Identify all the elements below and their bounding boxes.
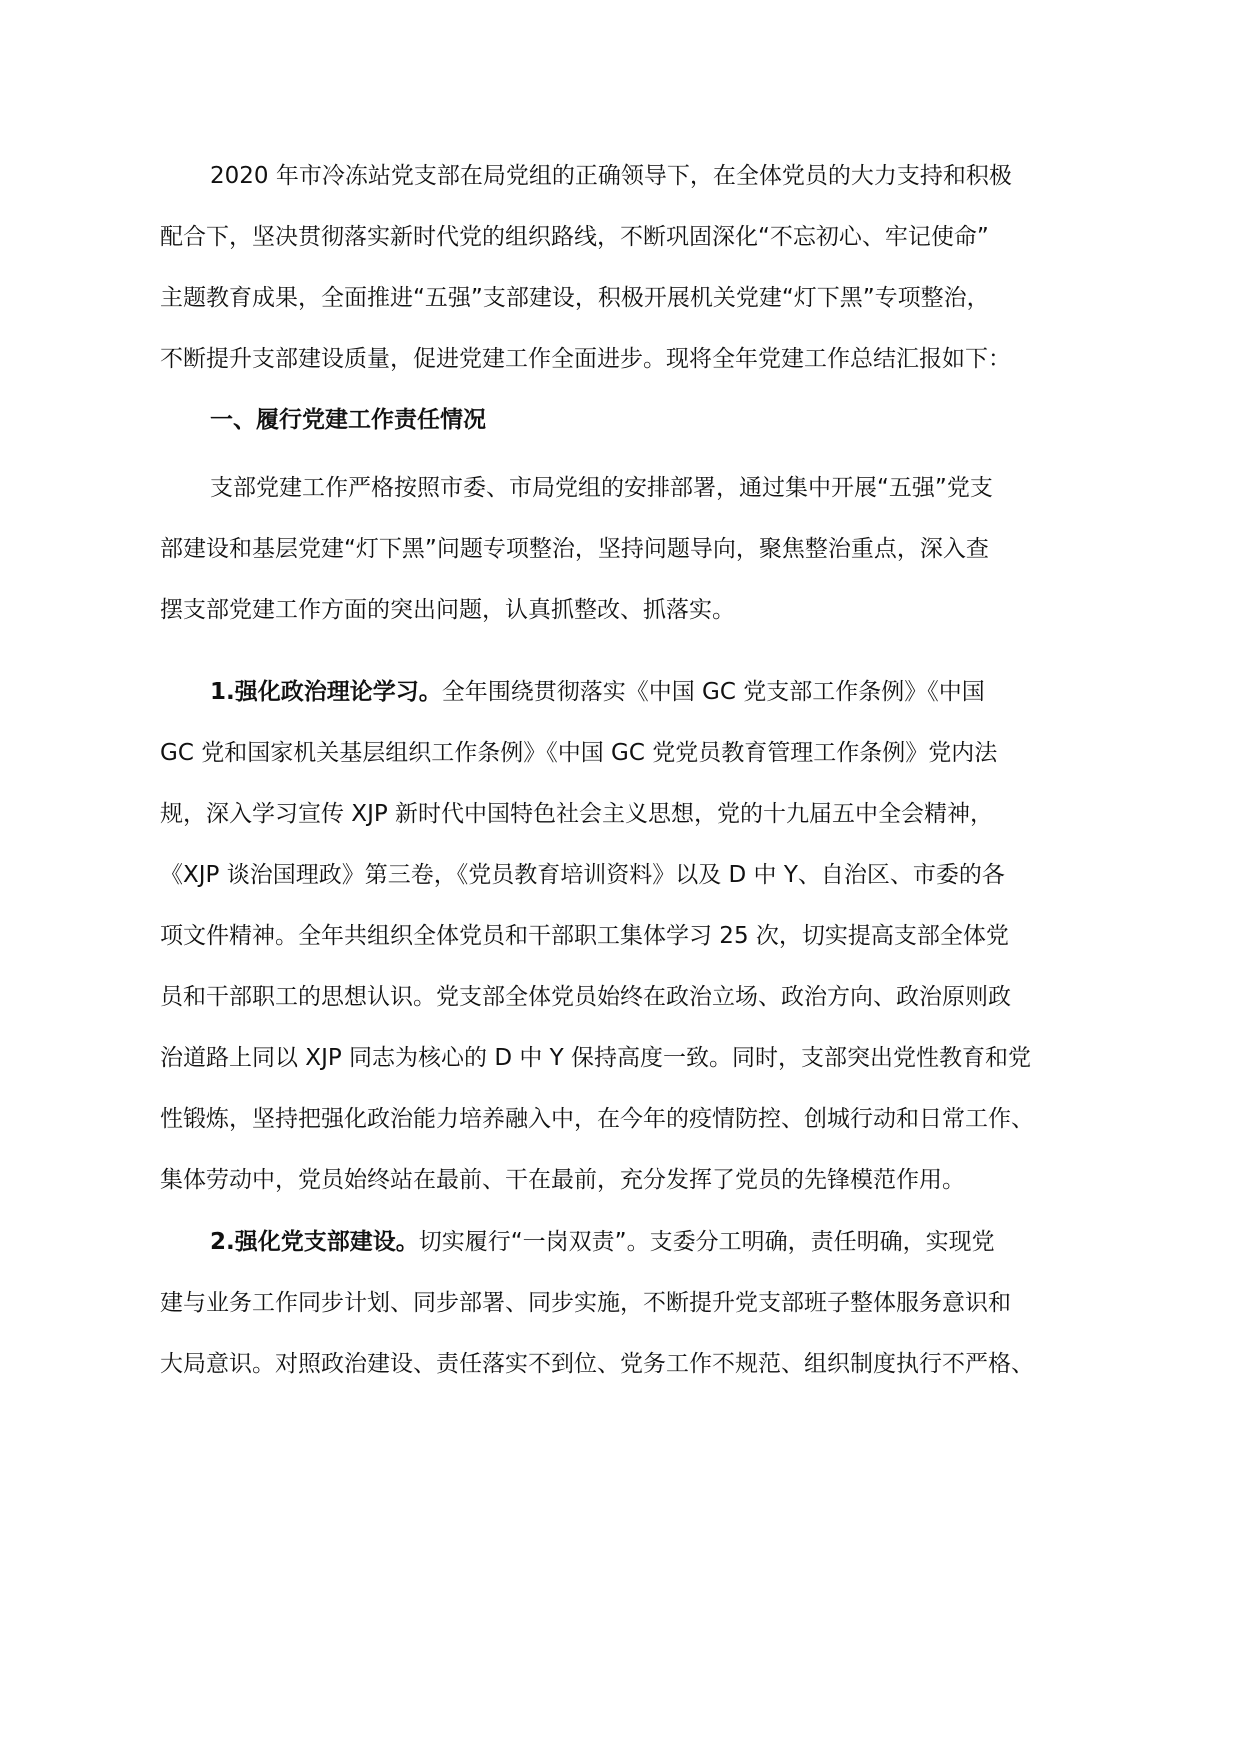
- item1-first-line-text: 全年围绕贯彻落实《中国 GC 党支部工作条例》《中国: [441, 679, 985, 705]
- item1-title: 1.强化政治理论学习。: [210, 679, 442, 705]
- paragraph-line: 性锻炼，坚持把强化政治能力培养融入中，在今年的疫情防控、创城行动和日常工作、: [160, 1106, 1034, 1132]
- paragraph-line: [210, 676, 985, 708]
- paragraph-line: GC 党和国家机关基层组织工作条例》《中国 GC 党党员教育管理工作条例》党内法: [160, 740, 998, 766]
- paragraph-line: 治道路上同以 XJP 同志为核心的 D 中 Y 保持高度一致。同时，支部突出党性教育和党: [160, 1045, 1032, 1071]
- section-heading-text: 一、履行党建工作责任情况: [210, 407, 486, 433]
- paragraph-line: 支部党建工作严格按照市委、市局党组的安排部署，通过集中开展“五强”党支: [210, 475, 993, 501]
- paragraph-line: 项文件精神。全年共组织全体党员和干部职工集体学习 25 次，切实提高支部全体党: [160, 923, 1009, 949]
- item2-first-line-text: 切实履行“一岗双责”。支委分工明确，责任明确，实现党: [418, 1229, 995, 1255]
- paragraph-line: 摆支部党建工作方面的突出问题，认真抓整改、抓落实。: [160, 597, 735, 623]
- paragraph-line: 部建设和基层党建“灯下黑”问题专项整治，坚持问题导向，聚焦整治重点，深入查: [160, 536, 989, 562]
- paragraph-line: 配合下，坚决贯彻落实新时代党的组织路线，不断巩固深化“不忘初心、牢记使命”: [160, 224, 989, 250]
- paragraph-line: 2020 年市冷冻站党支部在局党组的正确领导下，在全体党员的大力支持和积极: [210, 163, 1012, 189]
- paragraph-line: 建与业务工作同步计划、同步部署、同步实施，不断提升党支部班子整体服务意识和: [160, 1290, 1011, 1316]
- paragraph-line: 集体劳动中，党员始终站在最前、干在最前，充分发挥了党员的先锋模范作用。: [160, 1167, 965, 1193]
- paragraph-line: 主题教育成果，全面推进“五强”支部建设，积极开展机关党建“灯下黑”专项整治，: [160, 285, 990, 311]
- paragraph-line: 不断提升支部建设质量，促进党建工作全面进步。现将全年党建工作总结汇报如下：: [160, 346, 1011, 372]
- paragraph-line: 规，深入学习宣传 XJP 新时代中国特色社会主义思想，党的十九届五中全会精神，: [160, 801, 994, 827]
- item2-title: 2.强化党支部建设。: [210, 1229, 419, 1255]
- paragraph-line: 《XJP 谈治国理政》第三卷，《党员教育培训资料》以及 D 中 Y、自治区、市委的各: [160, 862, 1005, 888]
- paragraph-line: [210, 1226, 995, 1258]
- paragraph-line: 大局意识。对照政治建设、责任落实不到位、党务工作不规范、组织制度执行不严格、: [160, 1351, 1034, 1377]
- paragraph-line: 员和干部职工的思想认识。党支部全体党员始终在政治立场、政治方向、政治原则政: [160, 984, 1011, 1010]
